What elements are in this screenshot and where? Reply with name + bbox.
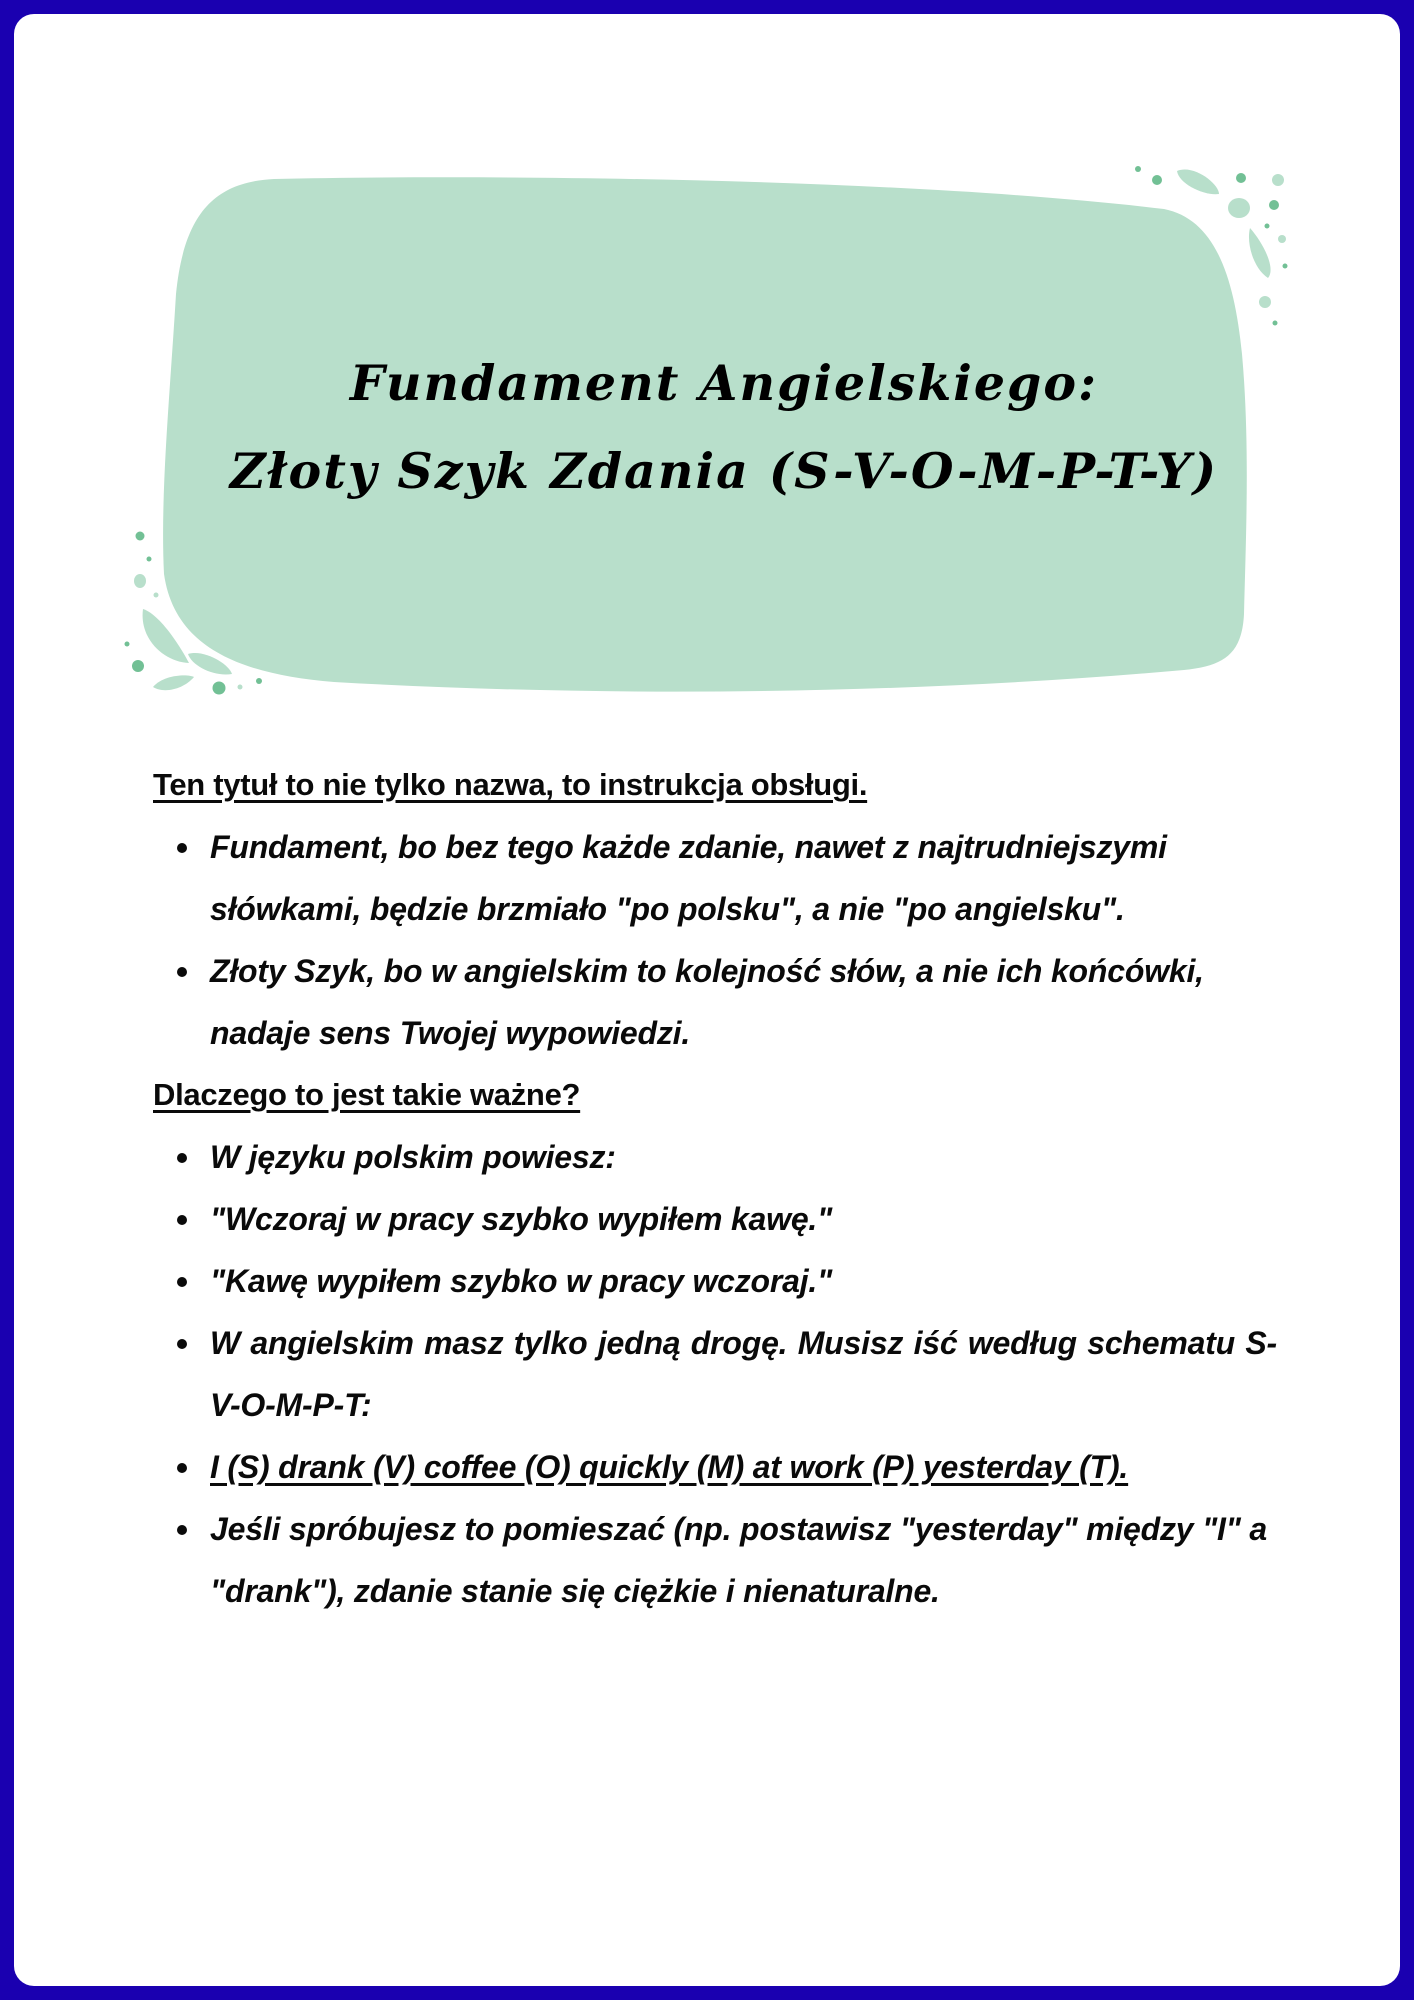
section-heading-intro: Ten tytuł to nie tylko nazwa, to instrukcja obsługi. bbox=[153, 767, 868, 802]
bullet-icon bbox=[177, 1525, 187, 1535]
list-item: "Kawę wypiłem szybko w pracy wczoraj." bbox=[210, 1250, 1277, 1312]
bullet-icon bbox=[177, 1215, 187, 1225]
list-item: Jeśli spróbujesz to pomieszać (np. postawisz "yesterday" między "I" a "drank"), zdanie stanie się ciężkie i nienaturalne. bbox=[210, 1498, 1277, 1622]
intro-list bbox=[153, 816, 1277, 1064]
why-list bbox=[153, 1126, 1277, 1622]
bullet-icon bbox=[177, 1339, 187, 1349]
page-title bbox=[154, 339, 1294, 515]
bullet-icon bbox=[177, 843, 187, 853]
content bbox=[153, 754, 1277, 1622]
list-item: Złoty Szyk, bo w angielskim to kolejność słów, a nie ich końcówki, nadaje sens Twojej wypowiedzi. bbox=[210, 940, 1277, 1064]
bullet-icon bbox=[177, 1153, 187, 1163]
bullet-icon bbox=[177, 1463, 187, 1473]
page bbox=[14, 14, 1400, 1986]
section-heading-why: Dlaczego to jest takie ważne? bbox=[153, 1077, 581, 1112]
bullet-icon bbox=[177, 1277, 187, 1287]
list-item: W języku polskim powiesz: bbox=[210, 1126, 1277, 1188]
title-line-1: Fundament Angielskiego: bbox=[349, 354, 1099, 412]
example-sentence: I (S) drank (V) coffee (O) quickly (M) at work (P) yesterday (T). bbox=[210, 1436, 1277, 1498]
list-item: W angielskim masz tylko jedną drogę. Musisz iść według schematu S-V-O-M-P-T: bbox=[210, 1312, 1277, 1436]
title-line-2: Złoty Szyk Zdania (S-V-O-M-P-T-Y) bbox=[229, 442, 1219, 500]
list-item: Fundament, bo bez tego każde zdanie, nawet z najtrudniejszymi słówkami, będzie brzmiało "po polsku", a nie "po angielsku". bbox=[210, 816, 1277, 940]
bullet-icon bbox=[177, 967, 187, 977]
list-item: "Wczoraj w pracy szybko wypiłem kawę." bbox=[210, 1188, 1277, 1250]
